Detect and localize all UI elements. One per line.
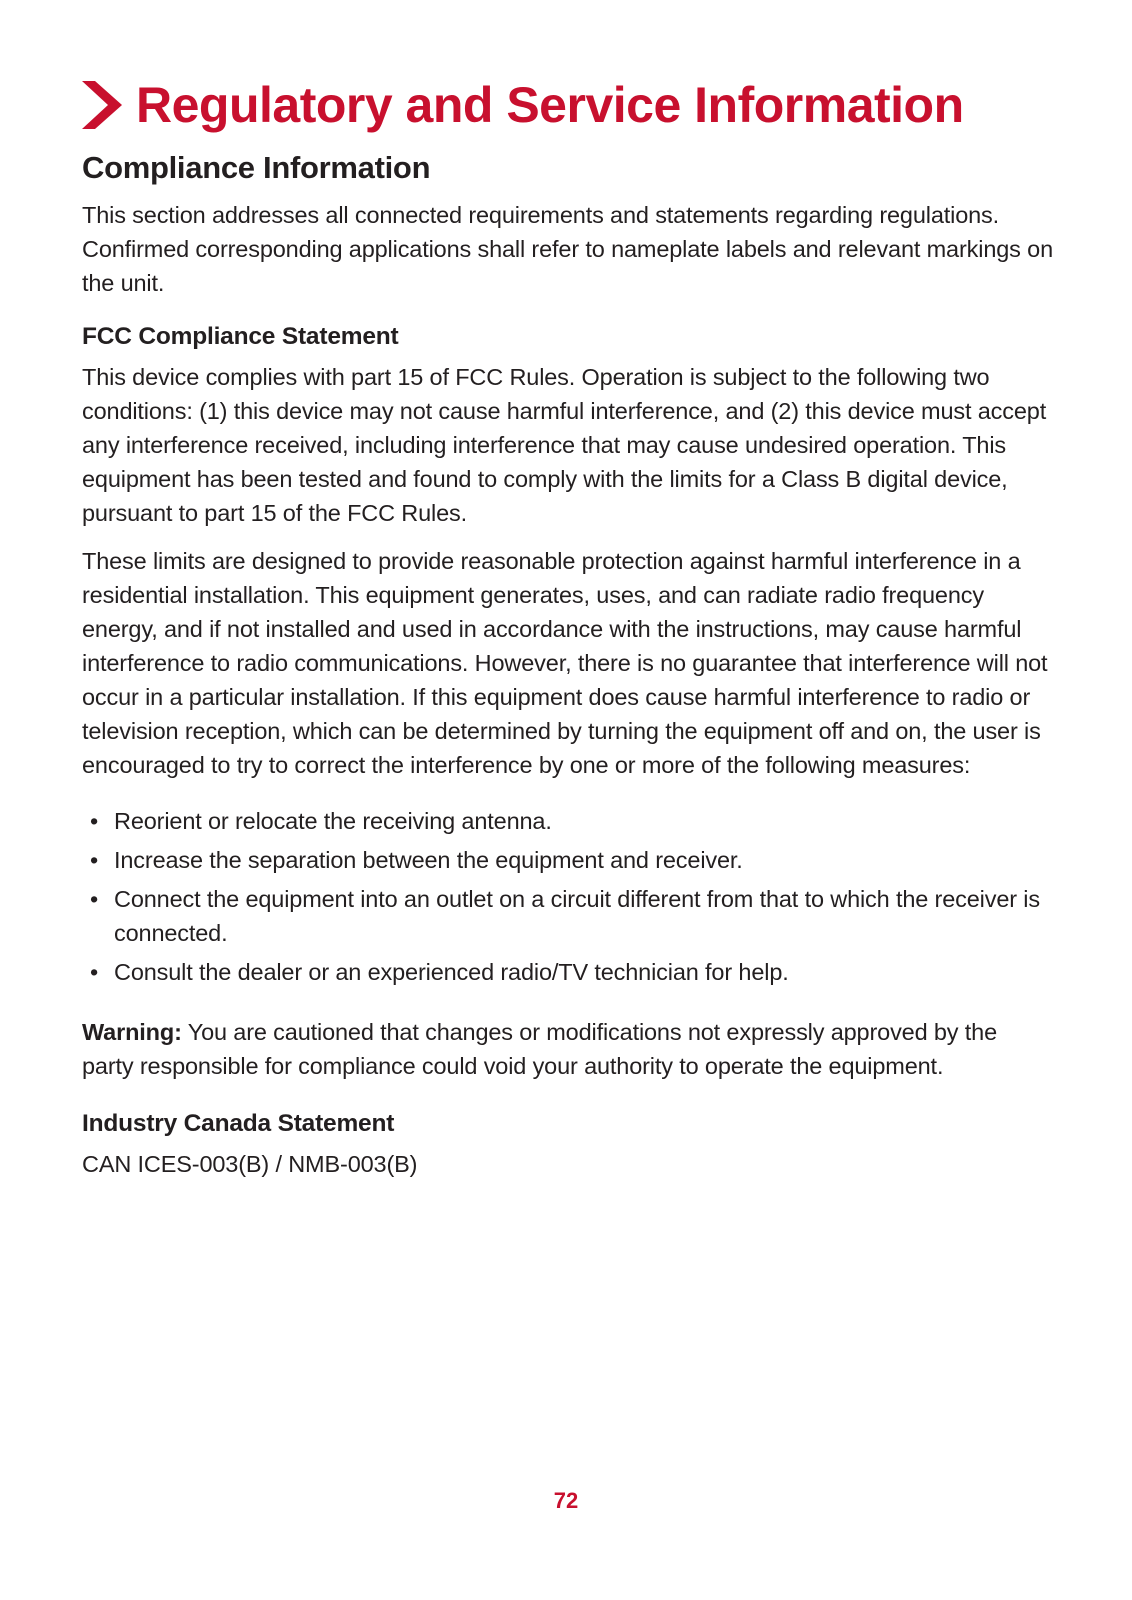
bullet-icon: • <box>90 959 99 985</box>
list-item-text: Connect the equipment into an outlet on a circuit different from that to which the receiver is connected. <box>114 886 1040 946</box>
measures-list <box>82 804 1054 989</box>
page-content <box>82 70 1054 1181</box>
chevron-right-icon <box>82 81 122 129</box>
industry-canada-text: CAN ICES-003(B) / NMB-003(B) <box>82 1151 418 1177</box>
bullet-icon: • <box>90 808 99 834</box>
list-item <box>82 882 1054 950</box>
subsection-title-industry-canada: Industry Canada Statement <box>82 1110 395 1137</box>
page-header <box>82 70 1054 140</box>
page-number: 72 <box>553 1488 579 1513</box>
list-item-text: Consult the dealer or an experienced radio/TV technician for help. <box>114 959 789 985</box>
list-item-text: Reorient or relocate the receiving antenna. <box>114 808 552 834</box>
list-item <box>82 804 1054 838</box>
warning-text: You are cautioned that changes or modifications not expressly approved by the party responsible for compliance could void your authority to operate the equipment. <box>82 1019 998 1079</box>
compliance-intro: This section addresses all connected requirements and statements regarding regulations. Confirmed corresponding applications shall refer to nameplate labels and relevant markings on the unit. <box>82 202 1053 296</box>
list-item <box>82 955 1054 989</box>
section-title-compliance: Compliance Information <box>82 150 431 185</box>
warning-paragraph <box>82 1015 1054 1083</box>
list-item-text: Increase the separation between the equipment and receiver. <box>114 847 743 873</box>
bullet-icon: • <box>90 886 99 912</box>
bullet-icon: • <box>90 847 99 873</box>
fcc-paragraph-1: This device complies with part 15 of FCC Rules. Operation is subject to the following two conditions: (1) this device may not cause harmful interference, and (2) this device must accept any interference received, including interference that may cause undesired operation. This equipment has been tested and found to comply with the limits for a Class B digital device, pursuant to part 15 of the FCC Rules. <box>82 364 1047 526</box>
warning-label: Warning: <box>82 1019 182 1045</box>
fcc-paragraph-2: These limits are designed to provide reasonable protection against harmful interference in a residential installation. This equipment generates, uses, and can radiate radio frequency energy, and if not installed and used in accordance with the instructions, may cause harmful interference to radio communications. However, there is no guarantee that interference will not occur in a particular installation. If this equipment does cause harmful interference to radio or television reception, which can be determined by turning the equipment off and on, the user is encouraged to try to correct the interference by one or more of the following measures: <box>82 548 1048 778</box>
subsection-title-fcc: FCC Compliance Statement <box>82 323 399 350</box>
page-title: Regulatory and Service Information <box>136 77 964 133</box>
list-item <box>82 843 1054 877</box>
